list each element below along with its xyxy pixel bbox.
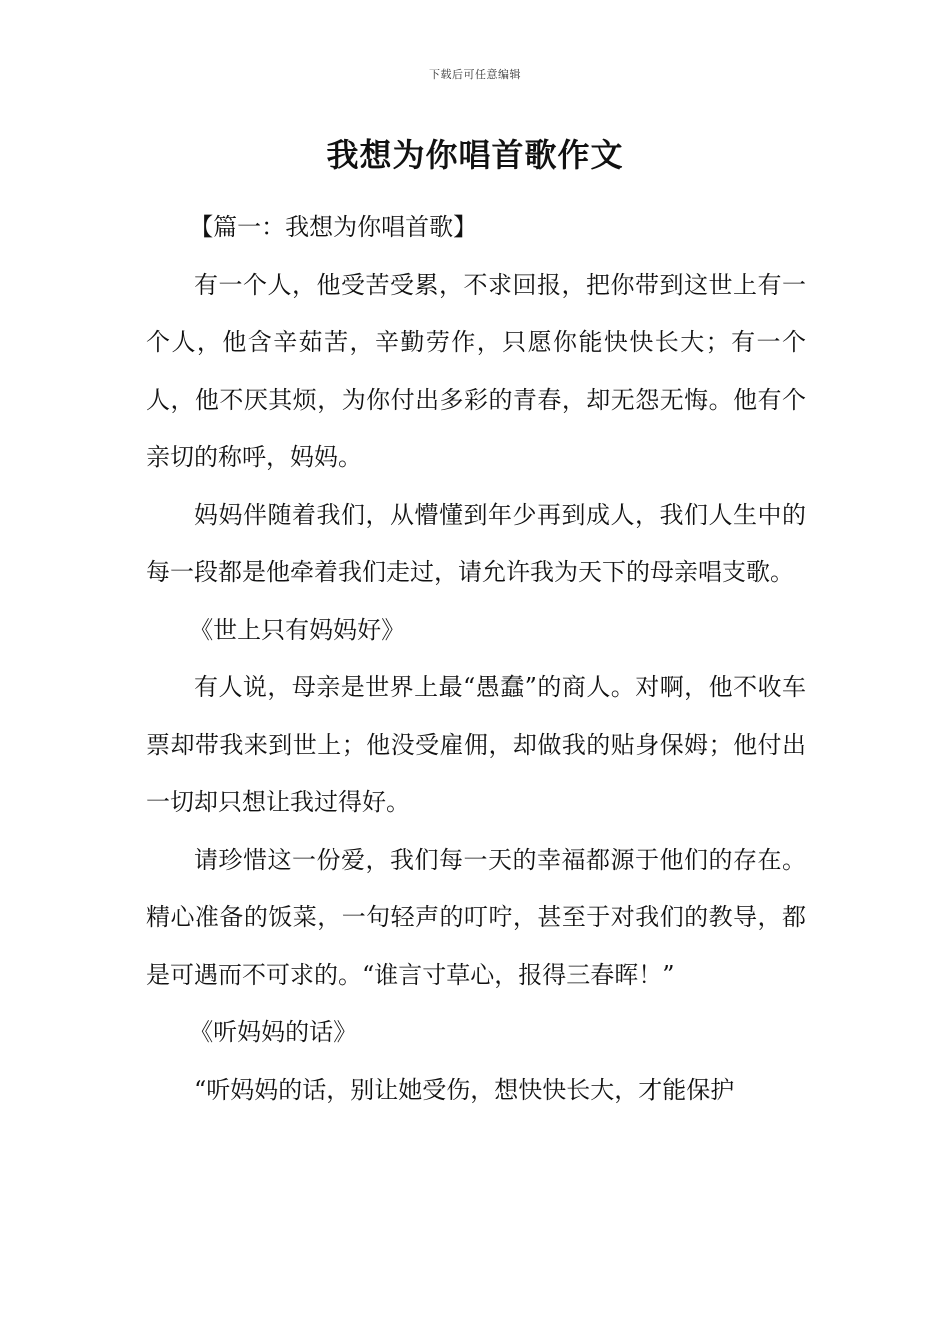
- section-heading: 【篇一：我想为你唱首歌】: [189, 213, 478, 241]
- paragraph: 请珍惜这一份爱，我们每一天的幸福都源于他们的存在。精心准备的饭菜，一句轻声的叮咛，甚至于对我们的教导，都是可遇而不可求的。“谁言寸草心，报得三春晖！”: [146, 845, 806, 989]
- paragraph: 有人说，母亲是世界上最“愚蠢”的商人。对啊，他不收车票却带我来到世上；他没受雇佣，却做我的贴身保姆；他付出一切却只想让我过得好。: [146, 673, 806, 816]
- document-title: 我想为你唱首歌作文: [326, 136, 624, 174]
- document-body: [146, 199, 806, 1119]
- paragraph: 有一个人，他受苦受累，不求回报，把你带到这世上有一个人，他含辛茹苦，辛勤劳作，只愿你能快快长大；有一个人，他不厌其烦，为你付出多彩的青春，却无怨无悔。他有个亲切的称呼，妈妈。: [146, 270, 806, 471]
- header-note: 下载后可任意编辑: [429, 68, 521, 81]
- paragraph: 妈妈伴随着我们，从懵懂到年少再到成人，我们人生中的每一段都是他牵着我们走过，请允许我为天下的母亲唱支歌。: [146, 500, 806, 586]
- song-title: 《听妈妈的话》: [189, 1018, 358, 1046]
- song-title: 《世上只有妈妈好》: [189, 615, 406, 644]
- paragraph: “听妈妈的话，别让她受伤，想快快长大，才能保护: [194, 1075, 735, 1104]
